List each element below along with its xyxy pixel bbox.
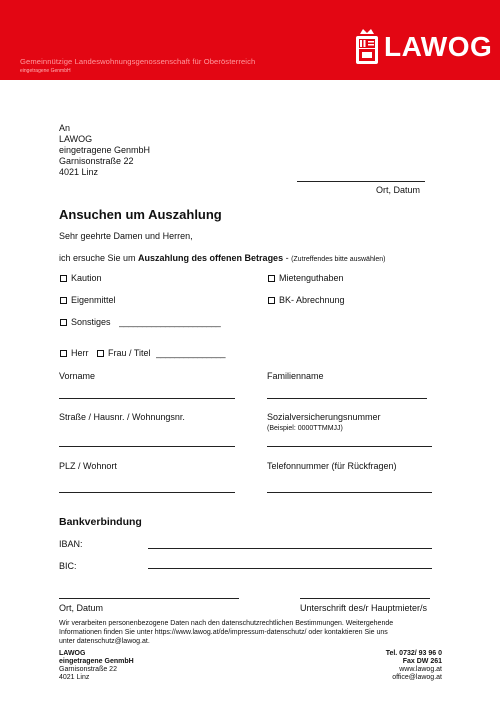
titel-input[interactable]: _______________: [156, 348, 226, 358]
footer-left-1: LAWOG: [59, 650, 86, 657]
salutation: Sehr geehrte Damen und Herren,: [59, 231, 193, 241]
telefon-label: Telefonnummer (für Rückfragen): [267, 461, 397, 471]
bic-label: BIC:: [59, 561, 77, 571]
lawog-logo: [354, 28, 493, 68]
herr-label: Herr: [71, 348, 89, 358]
request-bold: Auszahlung des offenen Betrages: [138, 253, 284, 263]
recipient-line-1: An: [59, 123, 71, 133]
mietenguthaben-label: Mietenguthaben: [279, 273, 344, 283]
recipient-line-2: LAWOG: [59, 134, 93, 144]
familienname-line[interactable]: [267, 398, 427, 399]
plz-line[interactable]: [59, 492, 235, 493]
plz-label: PLZ / Wohnort: [59, 461, 117, 471]
strasse-line[interactable]: [59, 446, 235, 447]
vorname-label: Vorname: [59, 371, 96, 381]
vorname-line[interactable]: [59, 398, 235, 399]
frau-titel-checkbox[interactable]: [97, 350, 104, 357]
bic-line[interactable]: [148, 568, 432, 569]
bk-abrechnung-checkbox[interactable]: [268, 297, 275, 304]
frau-titel-label: Frau / Titel: [108, 348, 151, 358]
recipient-line-3: eingetragene GenmbH: [59, 145, 151, 155]
crest-icon: [354, 28, 380, 66]
signature-line[interactable]: [300, 598, 430, 599]
request-prefix: ich ersuche Sie um: [59, 253, 139, 263]
eigenmittel-label: Eigenmittel: [71, 295, 116, 305]
iban-label: IBAN:: [59, 539, 83, 549]
footer-website[interactable]: www.lawog.at: [399, 666, 442, 673]
place-date-bottom-label: Ort, Datum: [59, 603, 104, 613]
request-text: [59, 253, 386, 265]
herr-checkbox[interactable]: [60, 350, 67, 357]
sonstiges-input[interactable]: ______________________: [119, 317, 221, 327]
footer-email[interactable]: office@lawog.at: [392, 674, 442, 681]
request-dash: -: [283, 253, 292, 263]
place-date-label: Ort, Datum: [376, 185, 421, 195]
header-band: [0, 0, 500, 80]
mietenguthaben-checkbox[interactable]: [268, 275, 275, 282]
footer-left-4: 4021 Linz: [59, 674, 90, 681]
privacy-line-1: Wir verarbeiten personenbezogene Daten nach den datenschutzrechtlichen Bestimmungen. Weitergehende: [59, 620, 394, 627]
sonstiges-checkbox[interactable]: [60, 319, 67, 326]
svnr-example: (Beispiel: 0000TTMMJJ): [267, 425, 343, 432]
svnr-line[interactable]: [267, 446, 432, 447]
logo-text: LAWOG: [384, 31, 493, 62]
privacy-line-2: Informationen finden Sie unter https://www.lawog.at/de/impressum-datenschutz/ oder kontaktieren Sie uns: [59, 629, 388, 636]
recipient-line-4: Garnisonstraße 22: [59, 156, 134, 166]
footer-phone: Tel. 0732/ 93 96 0: [385, 650, 442, 657]
kaution-checkbox[interactable]: [60, 275, 67, 282]
strasse-label: Straße / Hausnr. / Wohnungsnr.: [59, 412, 185, 422]
kaution-label: Kaution: [71, 273, 102, 283]
iban-line[interactable]: [148, 548, 432, 549]
footer-left-2: eingetragene GenmbH: [59, 658, 134, 665]
place-date-line[interactable]: [297, 181, 425, 182]
place-date-bottom-line[interactable]: [59, 598, 239, 599]
request-note: (Zutreffendes bitte auswählen): [291, 256, 386, 263]
eigenmittel-checkbox[interactable]: [60, 297, 67, 304]
telefon-line[interactable]: [267, 492, 432, 493]
privacy-line-3: unter datenschutz@lawog.at.: [59, 638, 150, 645]
bank-heading: Bankverbindung: [59, 516, 142, 528]
header-org-sub: eingetragene GenmbH: [20, 68, 71, 74]
sonstiges-label: Sonstiges: [71, 317, 111, 327]
recipient-line-5: 4021 Linz: [59, 167, 99, 177]
bk-abrechnung-label: BK- Abrechnung: [279, 295, 345, 305]
svnr-label: Sozialversicherungsnummer: [267, 412, 381, 422]
page-title: Ansuchen um Auszahlung: [59, 207, 222, 222]
familienname-label: Familienname: [267, 371, 324, 381]
header-org-line: Gemeinnützige Landeswohnungsgenossenschaft für Oberösterreich: [20, 57, 256, 66]
footer-fax: Fax DW 261: [402, 658, 442, 665]
signature-label: Unterschrift des/r Hauptmieter/s: [300, 603, 428, 613]
footer-left-3: Garnisonstraße 22: [59, 666, 117, 673]
